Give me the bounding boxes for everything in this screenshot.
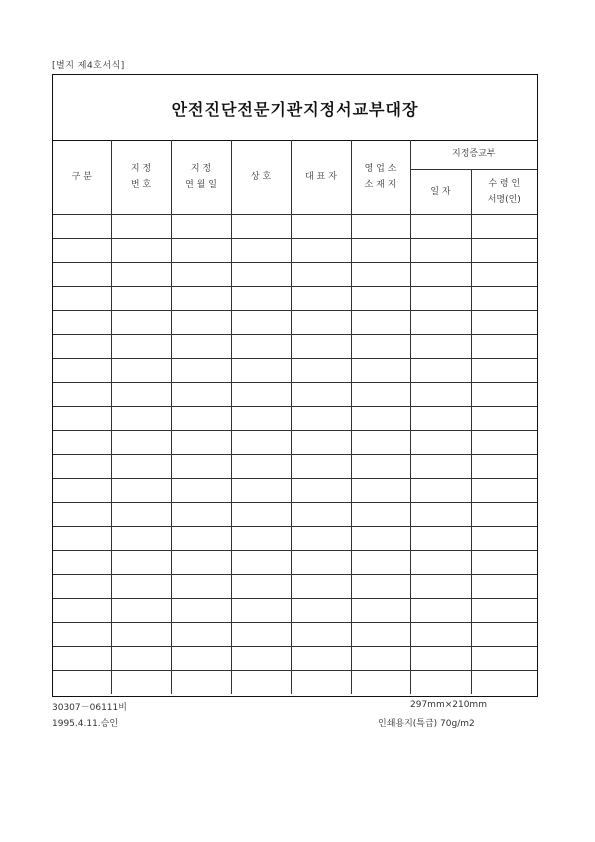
- table-cell[interactable]: [171, 214, 231, 238]
- header-issue-date: 일 자: [410, 169, 471, 214]
- table-row: [53, 454, 537, 478]
- table-cell[interactable]: [231, 214, 291, 238]
- table-cell[interactable]: [171, 502, 231, 526]
- table-cell[interactable]: [410, 286, 471, 310]
- table-cell[interactable]: [231, 310, 291, 334]
- header-recipient-sign: 수 령 인 서명(인): [471, 169, 537, 214]
- table-cell[interactable]: [53, 598, 111, 622]
- table-cell[interactable]: [111, 262, 171, 286]
- table-cell[interactable]: [111, 646, 171, 670]
- table-cell[interactable]: [171, 646, 231, 670]
- table-cell[interactable]: [351, 478, 410, 502]
- table-cell[interactable]: [53, 430, 111, 454]
- table-cell[interactable]: [410, 214, 471, 238]
- header-office-address: 영 업 소 소 재 지: [351, 140, 410, 214]
- table-cell[interactable]: [410, 550, 471, 574]
- table-cell[interactable]: [171, 358, 231, 382]
- table-cell[interactable]: [53, 574, 111, 598]
- table-cell[interactable]: [291, 238, 351, 262]
- header-company-name: 상 호: [231, 140, 291, 214]
- table-cell[interactable]: [231, 334, 291, 358]
- table-cell[interactable]: [291, 382, 351, 406]
- table-cell[interactable]: [351, 598, 410, 622]
- table-row: [53, 334, 537, 358]
- table-cell[interactable]: [53, 286, 111, 310]
- table-cell[interactable]: [291, 286, 351, 310]
- table-cell[interactable]: [171, 550, 231, 574]
- table-cell[interactable]: [111, 334, 171, 358]
- table-cell[interactable]: [471, 454, 537, 478]
- table-cell[interactable]: [231, 670, 291, 694]
- table-cell[interactable]: [291, 334, 351, 358]
- table-cell[interactable]: [351, 238, 410, 262]
- table-cell[interactable]: [351, 526, 410, 550]
- table-cell[interactable]: [291, 670, 351, 694]
- table-cell[interactable]: [53, 670, 111, 694]
- table-cell[interactable]: [471, 598, 537, 622]
- table-cell[interactable]: [471, 358, 537, 382]
- table-cell[interactable]: [351, 502, 410, 526]
- table-cell[interactable]: [53, 358, 111, 382]
- table-cell[interactable]: [111, 406, 171, 430]
- table-row: [53, 550, 537, 574]
- table-cell[interactable]: [291, 574, 351, 598]
- table-cell[interactable]: [231, 550, 291, 574]
- table-cell[interactable]: [471, 238, 537, 262]
- table-cell[interactable]: [291, 454, 351, 478]
- table-cell[interactable]: [471, 670, 537, 694]
- table-cell[interactable]: [410, 310, 471, 334]
- table-cell[interactable]: [53, 310, 111, 334]
- paper-spec: 인쇄용지(특급) 70g/m2: [378, 719, 475, 729]
- table-cell[interactable]: [471, 286, 537, 310]
- table-cell[interactable]: [111, 454, 171, 478]
- page-title: 안전진단전문기관지정서교부대장: [171, 100, 419, 119]
- register-body: [53, 214, 537, 694]
- table-cell[interactable]: [53, 406, 111, 430]
- table-cell[interactable]: [111, 382, 171, 406]
- table-cell[interactable]: [351, 334, 410, 358]
- table-cell[interactable]: [111, 550, 171, 574]
- table-cell[interactable]: [471, 526, 537, 550]
- table-row: [53, 310, 537, 334]
- table-cell[interactable]: [171, 454, 231, 478]
- table-cell[interactable]: [351, 262, 410, 286]
- table-cell[interactable]: [53, 502, 111, 526]
- table-cell[interactable]: [471, 334, 537, 358]
- table-cell[interactable]: [171, 382, 231, 406]
- table-cell[interactable]: [231, 598, 291, 622]
- table-cell[interactable]: [471, 382, 537, 406]
- table-cell[interactable]: [471, 214, 537, 238]
- table-cell[interactable]: [53, 622, 111, 646]
- table-cell[interactable]: [291, 550, 351, 574]
- table-cell[interactable]: [471, 622, 537, 646]
- table-cell[interactable]: [53, 478, 111, 502]
- table-cell[interactable]: [410, 238, 471, 262]
- table-cell[interactable]: [471, 430, 537, 454]
- table-row: [53, 382, 537, 406]
- table-row: [53, 358, 537, 382]
- table-cell[interactable]: [351, 382, 410, 406]
- table-cell[interactable]: [471, 406, 537, 430]
- table-cell[interactable]: [231, 430, 291, 454]
- table-cell[interactable]: [231, 622, 291, 646]
- table-cell[interactable]: [111, 670, 171, 694]
- table-cell[interactable]: [53, 382, 111, 406]
- table-cell[interactable]: [111, 622, 171, 646]
- table-cell[interactable]: [231, 382, 291, 406]
- table-cell[interactable]: [171, 406, 231, 430]
- table-row: [53, 214, 537, 238]
- table-cell[interactable]: [231, 238, 291, 262]
- table-cell[interactable]: [231, 262, 291, 286]
- table-cell[interactable]: [410, 454, 471, 478]
- register-table: [53, 140, 537, 694]
- table-row: [53, 574, 537, 598]
- table-cell[interactable]: [291, 214, 351, 238]
- table-cell[interactable]: [291, 478, 351, 502]
- header-category: 구 분: [53, 140, 111, 214]
- table-row: [53, 598, 537, 622]
- table-cell[interactable]: [410, 430, 471, 454]
- table-cell[interactable]: [53, 262, 111, 286]
- table-cell[interactable]: [231, 574, 291, 598]
- paper-size: 297mm×210mm: [410, 700, 487, 710]
- table-cell[interactable]: [471, 310, 537, 334]
- table-cell[interactable]: [231, 646, 291, 670]
- table-row: [53, 526, 537, 550]
- table-cell[interactable]: [410, 262, 471, 286]
- table-cell[interactable]: [231, 406, 291, 430]
- table-cell[interactable]: [291, 622, 351, 646]
- table-cell[interactable]: [351, 430, 410, 454]
- table-cell[interactable]: [111, 430, 171, 454]
- header-designation-date: 지 정 연 월 일: [171, 140, 231, 214]
- table-cell[interactable]: [410, 574, 471, 598]
- table-cell[interactable]: [410, 406, 471, 430]
- table-cell[interactable]: [291, 406, 351, 430]
- table-cell[interactable]: [351, 214, 410, 238]
- table-cell[interactable]: [410, 670, 471, 694]
- table-cell[interactable]: [111, 358, 171, 382]
- table-row: [53, 238, 537, 262]
- table-cell[interactable]: [231, 526, 291, 550]
- table-cell[interactable]: [410, 478, 471, 502]
- table-cell[interactable]: [111, 214, 171, 238]
- table-cell[interactable]: [231, 502, 291, 526]
- table-cell[interactable]: [53, 526, 111, 550]
- table-cell[interactable]: [111, 286, 171, 310]
- table-cell[interactable]: [171, 574, 231, 598]
- table-cell[interactable]: [111, 598, 171, 622]
- table-cell[interactable]: [171, 262, 231, 286]
- register-form: [52, 74, 538, 697]
- table-cell[interactable]: [351, 670, 410, 694]
- header-row-top: [53, 140, 537, 169]
- table-cell[interactable]: [171, 478, 231, 502]
- table-cell[interactable]: [471, 550, 537, 574]
- table-cell[interactable]: [351, 454, 410, 478]
- table-cell[interactable]: [111, 238, 171, 262]
- table-cell[interactable]: [171, 526, 231, 550]
- table-cell[interactable]: [171, 310, 231, 334]
- table-cell[interactable]: [291, 262, 351, 286]
- table-cell[interactable]: [291, 526, 351, 550]
- header-representative: 대 표 자: [291, 140, 351, 214]
- table-cell[interactable]: [471, 574, 537, 598]
- form-code: 30307－06111비: [52, 703, 127, 713]
- table-row: [53, 262, 537, 286]
- table-cell[interactable]: [53, 646, 111, 670]
- table-cell[interactable]: [471, 646, 537, 670]
- header-issuance-group: 지정증교부: [410, 140, 537, 169]
- table-cell[interactable]: [351, 286, 410, 310]
- table-cell[interactable]: [171, 430, 231, 454]
- table-cell[interactable]: [351, 550, 410, 574]
- table-cell[interactable]: [111, 526, 171, 550]
- table-row: [53, 646, 537, 670]
- table-cell[interactable]: [171, 238, 231, 262]
- table-cell[interactable]: [471, 262, 537, 286]
- table-cell[interactable]: [471, 502, 537, 526]
- table-cell[interactable]: [53, 214, 111, 238]
- table-cell[interactable]: [471, 478, 537, 502]
- table-cell[interactable]: [410, 358, 471, 382]
- table-cell[interactable]: [111, 478, 171, 502]
- table-cell[interactable]: [291, 310, 351, 334]
- table-cell[interactable]: [111, 310, 171, 334]
- table-cell[interactable]: [231, 454, 291, 478]
- approval-date: 1995.4.11.승인: [52, 719, 119, 729]
- table-cell[interactable]: [351, 358, 410, 382]
- table-cell[interactable]: [351, 622, 410, 646]
- table-cell[interactable]: [351, 574, 410, 598]
- table-cell[interactable]: [171, 286, 231, 310]
- table-cell[interactable]: [171, 334, 231, 358]
- table-cell[interactable]: [231, 286, 291, 310]
- table-cell[interactable]: [291, 646, 351, 670]
- table-cell[interactable]: [171, 670, 231, 694]
- table-cell[interactable]: [410, 334, 471, 358]
- table-cell[interactable]: [53, 238, 111, 262]
- table-row: [53, 286, 537, 310]
- table-cell[interactable]: [410, 646, 471, 670]
- table-cell[interactable]: [171, 598, 231, 622]
- header-designation-no: 지 정 번 호: [111, 140, 171, 214]
- table-cell[interactable]: [291, 598, 351, 622]
- table-row: [53, 622, 537, 646]
- table-cell[interactable]: [291, 502, 351, 526]
- table-cell[interactable]: [291, 358, 351, 382]
- table-row: [53, 430, 537, 454]
- table-cell[interactable]: [53, 550, 111, 574]
- table-cell[interactable]: [53, 454, 111, 478]
- table-cell[interactable]: [410, 382, 471, 406]
- table-cell[interactable]: [53, 334, 111, 358]
- table-cell[interactable]: [410, 502, 471, 526]
- table-cell[interactable]: [171, 622, 231, 646]
- table-cell[interactable]: [410, 622, 471, 646]
- table-cell[interactable]: [111, 502, 171, 526]
- table-cell[interactable]: [111, 574, 171, 598]
- table-cell[interactable]: [351, 310, 410, 334]
- form-label: [별지 제4호서식]: [52, 61, 125, 71]
- table-cell[interactable]: [410, 598, 471, 622]
- table-cell[interactable]: [410, 526, 471, 550]
- table-cell[interactable]: [351, 646, 410, 670]
- table-row: [53, 406, 537, 430]
- table-cell[interactable]: [291, 430, 351, 454]
- table-row: [53, 478, 537, 502]
- table-cell[interactable]: [351, 406, 410, 430]
- table-cell[interactable]: [231, 358, 291, 382]
- table-row: [53, 502, 537, 526]
- table-row: [53, 670, 537, 694]
- title-box: [53, 75, 537, 141]
- table-cell[interactable]: [231, 478, 291, 502]
